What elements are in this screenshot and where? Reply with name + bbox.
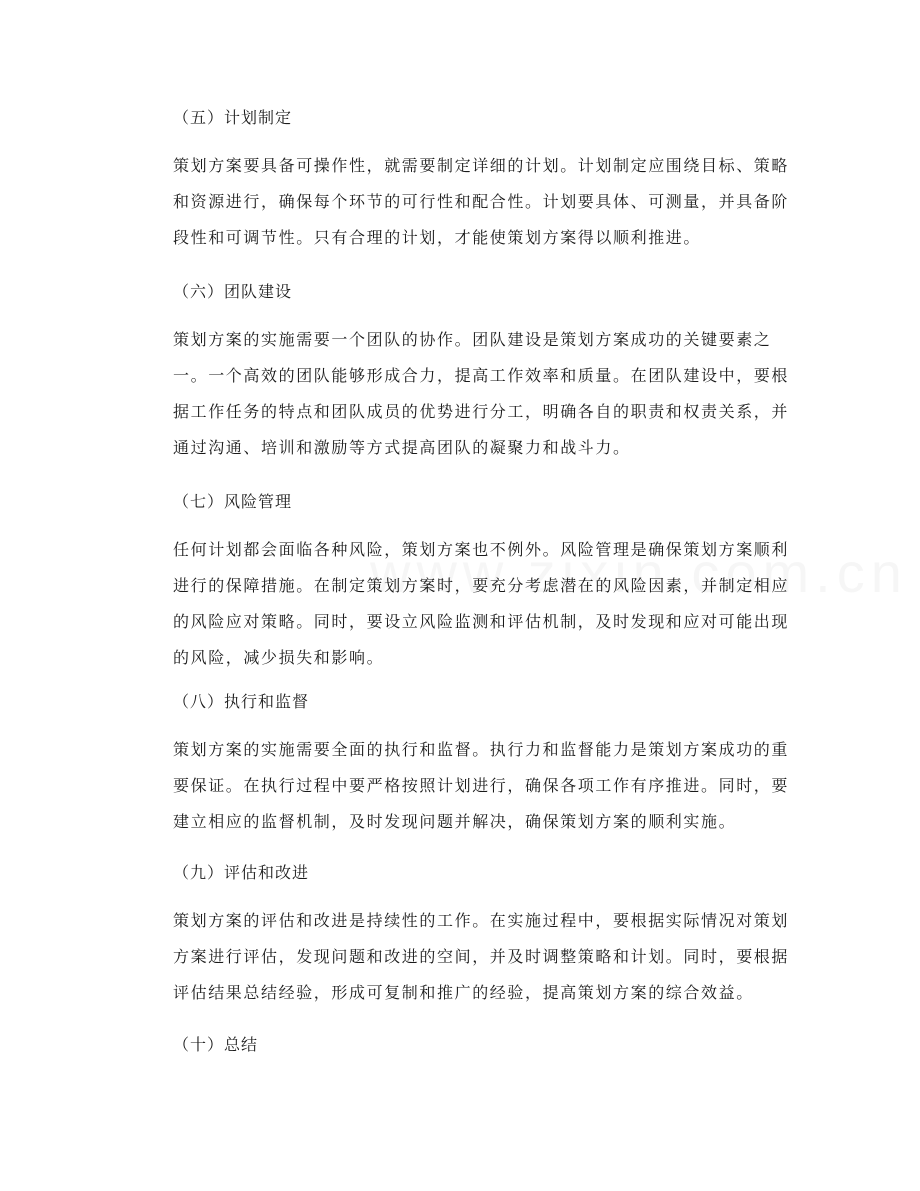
section-heading-8: （八）执行和监督 bbox=[173, 692, 310, 711]
section-paragraph-9: 策划方案的评估和改进是持续性的工作。在实施过程中，要根据实际情况对策划方案进行评估，发现问题和改进的空间，并及时调整策略和计划。同时，要根据评估结果总结经验，形成可复制和推广的经验，提高策划方案的综合效益。 bbox=[173, 911, 790, 1002]
section-heading-9: （九）评估和改进 bbox=[173, 863, 310, 882]
section-paragraph-5: 策划方案要具备可操作性，就需要制定详细的计划。计划制定应围绕目标、策略和资源进行，确保每个环节的可行性和配合性。计划要具体、可测量，并具备阶段性和可调节性。只有合理的计划，才能使策划方案得以顺利推进。 bbox=[173, 156, 790, 247]
section-heading-6: （六）团队建设 bbox=[173, 282, 293, 301]
section-paragraph-6: 策划方案的实施需要一个团队的协作。团队建设是策划方案成功的关键要素之一。一个高效的团队能够形成合力，提高工作效率和质量。在团队建设中，要根据工作任务的特点和团队成员的优势进行分工，明确各自的职责和权责关系，并通过沟通、培训和激励等方式提高团队的凝聚力和战斗力。 bbox=[173, 330, 790, 457]
section-heading-10: （十）总结 bbox=[173, 1035, 259, 1054]
section-heading-5: （五）计划制定 bbox=[173, 108, 293, 127]
section-paragraph-8: 策划方案的实施需要全面的执行和监督。执行力和监督能力是策划方案成功的重要保证。在执行过程中要严格按照计划进行，确保各项工作有序推进。同时，要建立相应的监督机制，及时发现问题并解决，确保策划方案的顺利实施。 bbox=[173, 740, 790, 831]
section-paragraph-7: 任何计划都会面临各种风险，策划方案也不例外。风险管理是确保策划方案顺利进行的保障措施。在制定策划方案时，要充分考虑潜在的风险因素，并制定相应的风险应对策略。同时，要设立风险监测和评估机制，及时发现和应对可能出现的风险，减少损失和影响。 bbox=[173, 540, 790, 667]
section-heading-7: （七）风险管理 bbox=[173, 492, 293, 511]
